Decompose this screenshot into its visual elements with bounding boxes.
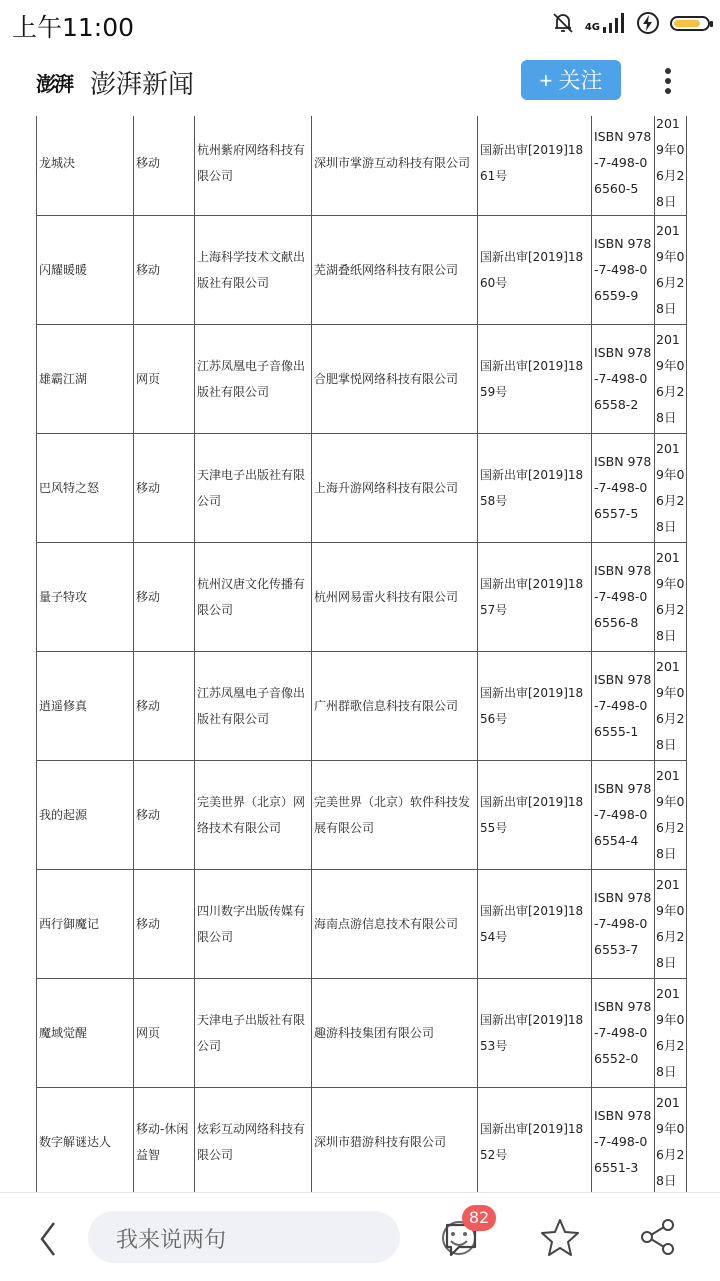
table-row: [37, 979, 687, 1088]
charging-icon: [636, 11, 660, 35]
platform-cell: 移动: [134, 652, 195, 761]
operator-cell: 广州群歌信息科技有限公司: [312, 652, 478, 761]
status-bar: [0, 0, 720, 46]
operator-cell: 芜湖叠纸网络科技有限公司: [312, 216, 478, 325]
isbn-cell: ISBN 978-7-498-06556-8: [592, 543, 655, 652]
share-icon[interactable]: [638, 1217, 678, 1257]
game-approval-table: [36, 116, 687, 1192]
status-time: 上午11:00: [12, 13, 135, 42]
isbn-cell: ISBN 978-7-498-06554-4: [592, 761, 655, 870]
approval-number-cell: 国新出审[2019]1852号: [478, 1088, 592, 1193]
platform-cell: 移动: [134, 216, 195, 325]
table-row: [37, 761, 687, 870]
comment-input[interactable]: [88, 1211, 400, 1263]
isbn-cell: ISBN 978-7-498-06551-3: [592, 1088, 655, 1193]
comment-count-badge: 82: [462, 1205, 496, 1231]
game-name-cell: 龙城决: [37, 116, 134, 216]
table-row: [37, 216, 687, 325]
operator-cell: 杭州网易雷火科技有限公司: [312, 543, 478, 652]
game-name-cell: 我的起源: [37, 761, 134, 870]
publisher-cell: 四川数字出版传媒有限公司: [195, 870, 312, 979]
more-options-icon[interactable]: [656, 60, 680, 100]
isbn-cell: ISBN 978-7-498-06552-0: [592, 979, 655, 1088]
table-row: [37, 652, 687, 761]
approval-number-cell: 国新出审[2019]1858号: [478, 434, 592, 543]
approval-number-cell: 国新出审[2019]1861号: [478, 116, 592, 216]
operator-cell: 深圳市掌游互动科技有限公司: [312, 116, 478, 216]
approval-date-cell: 2019年06月28日: [655, 652, 687, 761]
approval-date-cell: 2019年06月28日: [655, 979, 687, 1088]
publisher-cell: 江苏凤凰电子音像出版社有限公司: [195, 325, 312, 434]
comment-placeholder: 我来说两句: [116, 1228, 227, 1253]
approval-date-cell: 2019年06月28日: [655, 325, 687, 434]
publisher-cell: 天津电子出版社有限公司: [195, 434, 312, 543]
game-name-cell: 逍遥修真: [37, 652, 134, 761]
follow-button[interactable]: + 关注: [521, 60, 621, 100]
approval-number-cell: 国新出审[2019]1859号: [478, 325, 592, 434]
table-row: [37, 116, 687, 216]
isbn-cell: ISBN 978-7-498-06560-5: [592, 116, 655, 216]
publisher-cell: 炫彩互动网络科技有限公司: [195, 1088, 312, 1193]
publisher-cell: 江苏凤凰电子音像出版社有限公司: [195, 652, 312, 761]
network-type-label: 4G: [584, 22, 600, 33]
star-icon[interactable]: [540, 1217, 580, 1257]
publisher-cell: 天津电子出版社有限公司: [195, 979, 312, 1088]
status-icons: [551, 10, 710, 36]
operator-cell: 上海升游网络科技有限公司: [312, 434, 478, 543]
platform-cell: 移动: [134, 116, 195, 216]
game-name-cell: 闪耀暖暖: [37, 216, 134, 325]
platform-cell: 网页: [134, 325, 195, 434]
publisher-cell: 杭州紫府网络科技有限公司: [195, 116, 312, 216]
platform-cell: 移动-休闲益智: [134, 1088, 195, 1193]
app-header: [0, 46, 720, 116]
isbn-cell: ISBN 978-7-498-06555-1: [592, 652, 655, 761]
approval-number-cell: 国新出审[2019]1860号: [478, 216, 592, 325]
approval-number-cell: 国新出审[2019]1854号: [478, 870, 592, 979]
publisher-cell: 杭州汉唐文化传播有限公司: [195, 543, 312, 652]
back-icon[interactable]: [34, 1219, 64, 1259]
approval-date-cell: 2019年06月28日: [655, 1088, 687, 1193]
publisher-cell: 完美世界（北京）网络技术有限公司: [195, 761, 312, 870]
approval-date-cell: 2019年06月28日: [655, 434, 687, 543]
approval-date-cell: 2019年06月28日: [655, 870, 687, 979]
article-content[interactable]: [0, 116, 720, 1192]
operator-cell: 海南点游信息技术有限公司: [312, 870, 478, 979]
approval-number-cell: 国新出审[2019]1853号: [478, 979, 592, 1088]
platform-cell: 移动: [134, 543, 195, 652]
table-row: [37, 325, 687, 434]
signal-icon: [602, 13, 626, 33]
approval-number-cell: 国新出审[2019]1856号: [478, 652, 592, 761]
isbn-cell: ISBN 978-7-498-06559-9: [592, 216, 655, 325]
table-row: [37, 434, 687, 543]
game-name-cell: 雄霸江湖: [37, 325, 134, 434]
isbn-cell: ISBN 978-7-498-06553-7: [592, 870, 655, 979]
table-row: [37, 870, 687, 979]
operator-cell: 趣游科技集团有限公司: [312, 979, 478, 1088]
table-row: [37, 1088, 687, 1193]
table-row: [37, 543, 687, 652]
operator-cell: 合肥掌悦网络科技有限公司: [312, 325, 478, 434]
game-name-cell: 数字解谜达人: [37, 1088, 134, 1193]
operator-cell: 深圳市猎游科技有限公司: [312, 1088, 478, 1193]
mute-bell-icon: [551, 11, 575, 35]
game-name-cell: 魔域觉醒: [37, 979, 134, 1088]
platform-cell: 移动: [134, 434, 195, 543]
game-name-cell: 量子特攻: [37, 543, 134, 652]
game-name-cell: 巴风特之怒: [37, 434, 134, 543]
platform-cell: 移动: [134, 761, 195, 870]
app-title: 澎湃新闻: [90, 70, 195, 100]
bottom-action-bar: [0, 1192, 720, 1281]
approval-date-cell: 2019年06月28日: [655, 216, 687, 325]
approval-date-cell: 2019年06月28日: [655, 543, 687, 652]
operator-cell: 完美世界（北京）软件科技发展有限公司: [312, 761, 478, 870]
thepaper-logo: 澎湃: [36, 72, 72, 96]
approval-number-cell: 国新出审[2019]1855号: [478, 761, 592, 870]
approval-number-cell: 国新出审[2019]1857号: [478, 543, 592, 652]
approval-date-cell: 2019年06月28日: [655, 116, 687, 216]
isbn-cell: ISBN 978-7-498-06557-5: [592, 434, 655, 543]
game-name-cell: 西行御魔记: [37, 870, 134, 979]
battery-icon: [670, 16, 710, 31]
publisher-cell: 上海科学技术文献出版社有限公司: [195, 216, 312, 325]
platform-cell: 移动: [134, 870, 195, 979]
platform-cell: 网页: [134, 979, 195, 1088]
isbn-cell: ISBN 978-7-498-06558-2: [592, 325, 655, 434]
approval-date-cell: 2019年06月28日: [655, 761, 687, 870]
